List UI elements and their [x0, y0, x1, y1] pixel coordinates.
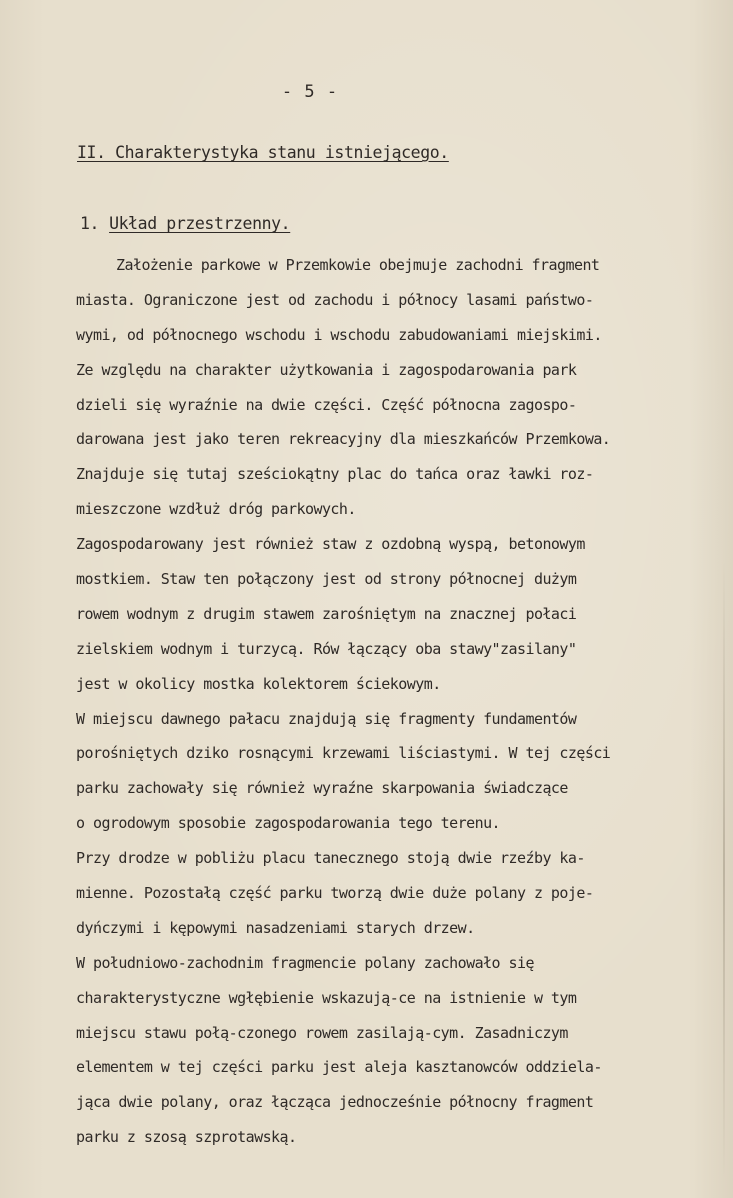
text-line: miejscu stawu połą-czonego rowem zasilają-cym. Zasadniczym [76, 1023, 568, 1042]
text-line: elementem w tej części parku jest aleja kasztanowców oddziela- [76, 1058, 602, 1077]
section-heading: II. Charakterystyka stanu istniejącego. [77, 143, 449, 162]
text-line: jest w okolicy mostka kolektorem ściekowym. [76, 674, 441, 693]
text-line: Założenie parkowe w Przemkowie obejmuje zachodni fragment [116, 256, 600, 274]
text-line: Zagospodarowany jest również staw z ozdobną wyspą, betonowym [76, 535, 585, 554]
text-line: Znajduje się tutaj sześciokątny plac do tańca oraz ławki roz- [76, 465, 594, 484]
subsection-number: 1. [80, 214, 100, 233]
text-line: dzieli się wyraźnie na dwie części. Część północna zagospo- [76, 395, 577, 414]
text-line: W miejscu dawnego pałacu znajdują się fragmenty fundamentów [76, 709, 577, 728]
subsection-heading [80, 214, 290, 233]
text-line: darowana jest jako teren rekreacyjny dla mieszkańców Przemkowa. [76, 430, 611, 449]
text-line: mostkiem. Staw ten połączony jest od strony północnej dużym [76, 570, 577, 589]
text-line: mieszczone wzdłuż dróg parkowych. [76, 500, 356, 519]
body-text [76, 248, 733, 1155]
text-line: parku zachowały się również wyraźne skarpowania świadczące [76, 779, 568, 798]
text-line: zielskiem wodnym i turzycą. Rów łączący oba stawy"zasilany" [76, 639, 577, 658]
paper-crease [723, 560, 725, 1180]
text-line: wymi, od północnego wschodu i wschodu zabudowaniami miejskimi. [76, 325, 602, 344]
subsection-title: Układ przestrzenny. [109, 214, 291, 233]
text-line: parku z szosą szprotawską. [76, 1128, 297, 1147]
text-line: rowem wodnym z drugim stawem zarośniętym na znacznej połaci [76, 604, 577, 623]
text-line: Ze względu na charakter użytkowania i zagospodarowania park [76, 360, 577, 379]
text-line: miasta. Ograniczone jest od zachodu i północy lasami państwo- [76, 290, 594, 309]
text-line: W południowo-zachodnim fragmencie polany zachowało się [76, 953, 534, 972]
text-line: dyńczymi i kępowymi nasadzeniami starych drzew. [76, 918, 475, 937]
text-line: porośniętych dziko rosnącymi krzewami liściastymi. W tej części [76, 744, 611, 763]
page-number: - 5 - [281, 82, 339, 102]
text-line: mienne. Pozostałą część parku tworzą dwie duże polany z poje- [76, 884, 594, 903]
text-line: charakterystyczne wgłębienie wskazują-ce na istnienie w tym [76, 988, 577, 1007]
text-line: Przy drodze w pobliżu placu tanecznego stoją dwie rzeźby ka- [76, 849, 585, 868]
text-line: o ogrodowym sposobie zagospodarowania tego terenu. [76, 814, 501, 833]
text-line: jąca dwie polany, oraz łącząca jednocześnie północny fragment [76, 1093, 594, 1112]
